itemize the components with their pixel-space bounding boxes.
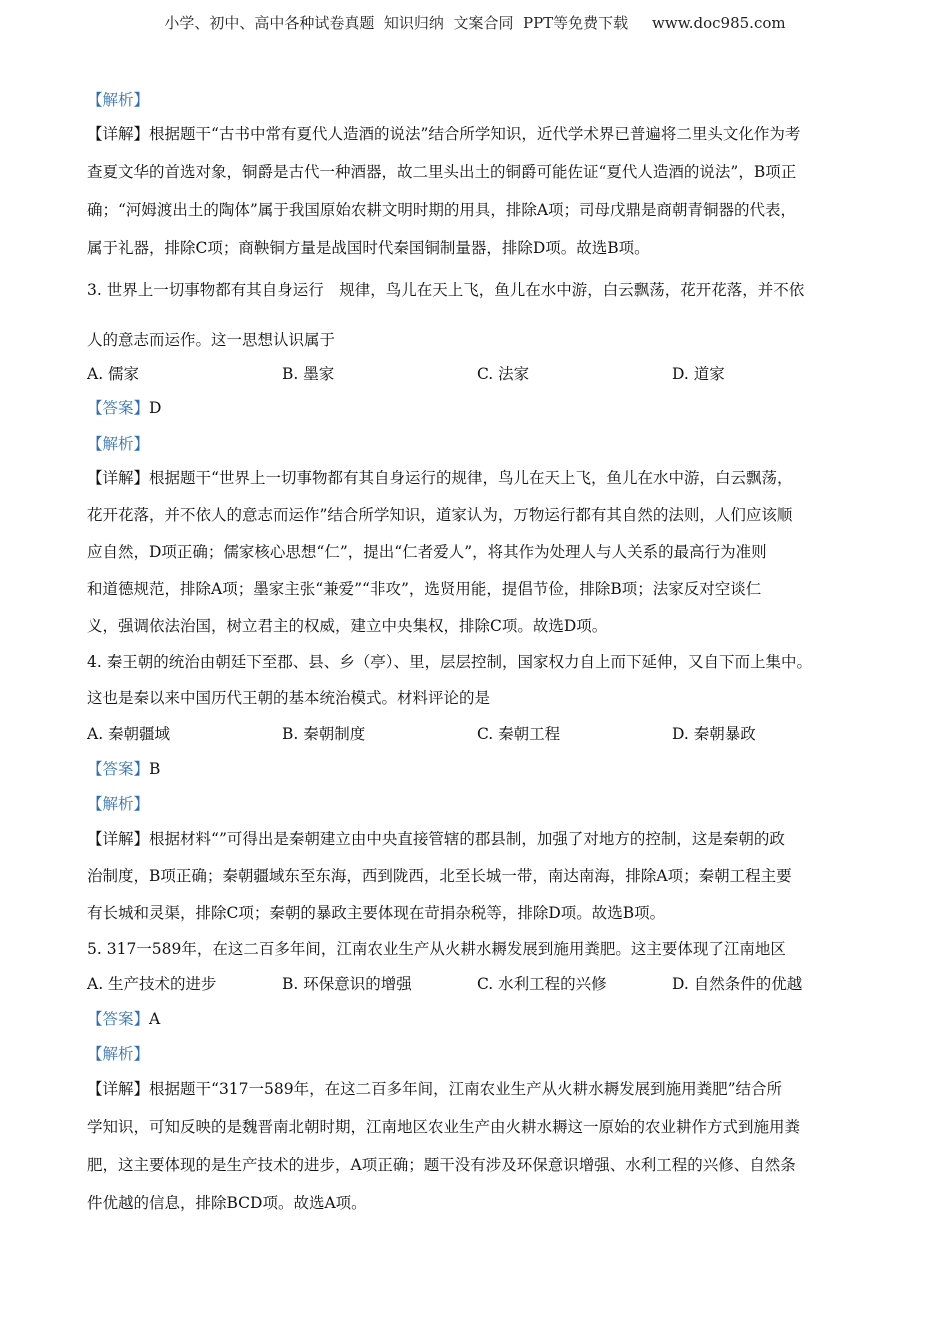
q4-option-d: D. 秦朝暴政	[672, 725, 756, 743]
q3-detail-line: 花开花落，并不依人的意志而运作”结合所学知识，道家认为，万物运行都有其自然的法则，人们应该顺	[87, 506, 793, 524]
q5-detail-line: 件优越的信息，排除BCD项。故选A项。	[87, 1194, 367, 1212]
q3-detail-line: 和道德规范，排除A项；墨家主张“兼爱”“非攻”，选贤用能，提倡节俭，排除B项；法家反对空谈仁	[87, 580, 762, 598]
q5-option-b: B. 环保意识的增强	[282, 975, 412, 993]
q5-answer	[87, 1007, 870, 1042]
q3-options	[87, 362, 870, 396]
q5-option-d: D. 自然条件的优越	[672, 975, 803, 993]
q3-detail-line: 【详解】根据题干“世界上一切事物都有其自身运行的规律，鸟儿在天上飞，鱼儿在水中游，白云飘荡，	[87, 469, 793, 487]
q4-stem-line: 4. 秦王朝的统治由朝廷下至郡、县、乡（亭）、里，层层控制，国家权力自上而下延伸，又自下而上集中。	[87, 653, 812, 671]
q5-options	[87, 972, 870, 1007]
analysis-tag: 【解析】	[87, 795, 150, 813]
q2-detail	[87, 122, 870, 274]
q5-analysis-label	[87, 1042, 870, 1077]
q3-detail	[87, 466, 870, 650]
page-header: 小学、初中、高中各种试卷真题 知识归纳 文案合同 PPT等免费下载 www.doc985.com	[164, 14, 786, 32]
q4-analysis-label	[87, 792, 870, 827]
q5-option-a: A. 生产技术的进步	[87, 975, 217, 993]
q5-detail-line: 【详解】根据题干“317一589年，在这二百多年间，江南农业生产从火耕水耨发展到施用粪肥”结合所	[87, 1080, 783, 1098]
q3-stem-line: 人的意志而运作。这一思想认识属于	[87, 331, 336, 349]
q2-detail-line: 属于礼器，排除C项；商鞅铜方量是战国时代秦国铜制量器，排除D项。故选B项。	[87, 239, 650, 257]
q5-detail-line: 学知识，可知反映的是魏晋南北朝时期，江南地区农业生产由火耕水耨这一原始的农业耕作方式到施用粪	[87, 1118, 801, 1136]
answer-tag: 【答案】	[87, 1010, 150, 1028]
q5-option-c: C. 水利工程的兴修	[477, 975, 607, 993]
q4-option-c: C. 秦朝工程	[477, 725, 561, 743]
q5-detail-line: 肥，这主要体现的是生产技术的进步，A项正确；题干没有涉及环保意识增强、水利工程的兴修、自然条	[87, 1156, 796, 1174]
q3-stem-line: 3. 世界上一切事物都有其自身运行 规律，鸟儿在天上飞，鱼儿在水中游，白云飘荡，花开花落，并不依	[87, 281, 805, 299]
q5-stem-line: 5. 317一589年，在这二百多年间，江南农业生产从火耕水耨发展到施用粪肥。这主要体现了江南地区	[87, 940, 786, 958]
answer-tag: 【答案】	[87, 760, 150, 778]
q4-stem	[87, 650, 870, 722]
q4-detail-line: 治制度，B项正确；秦朝疆域东至东海，西到陇西，北至长城一带，南达南海，排除A项；秦朝工程主要	[87, 867, 792, 885]
q4-options	[87, 722, 870, 757]
detail-tag: 【详解】	[87, 830, 150, 848]
q4-detail	[87, 827, 870, 937]
q2-analysis-label	[87, 88, 870, 112]
q5-detail	[87, 1077, 870, 1229]
q2-detail-line: 【详解】根据题干“古书中常有夏代人造酒的说法”结合所学知识，近代学术界已普遍将二里头文化作为考	[87, 125, 801, 143]
q3-option-a: A. 儒家	[87, 365, 140, 383]
q4-option-b: B. 秦朝制度	[282, 725, 366, 743]
analysis-tag: 【解析】	[87, 91, 150, 109]
q4-stem-line: 这也是秦以来中国历代王朝的基本统治模式。材料评论的是	[87, 689, 491, 707]
detail-tag: 【详解】	[87, 1080, 150, 1098]
q2-detail-line: 确；“河姆渡出土的陶体”属于我国原始农耕文明时期的用具，排除A项；司母戊鼎是商朝青铜器的代表，	[87, 201, 797, 219]
q4-answer-value: B	[149, 760, 161, 778]
q5-answer-value: A	[149, 1010, 161, 1028]
q2-detail-line: 查夏文华的首选对象，铜爵是古代一种酒器，故二里头出土的铜爵可能佐证“夏代人造酒的说法”，B项正	[87, 163, 797, 181]
document-body	[87, 84, 870, 1229]
q4-answer	[87, 757, 870, 792]
analysis-tag: 【解析】	[87, 435, 150, 453]
detail-tag: 【详解】	[87, 125, 150, 143]
q4-detail-line: 有长城和灵渠，排除C项；秦朝的暴政主要体现在苛捐杂税等，排除D项。故选B项。	[87, 904, 666, 922]
answer-tag: 【答案】	[87, 399, 150, 417]
q3-detail-line: 义，强调依法治国，树立君主的权威，建立中央集权，排除C项。故选D项。	[87, 617, 608, 635]
q3-answer-value: D	[149, 399, 162, 417]
q3-stem	[87, 278, 870, 362]
q3-detail-line: 应自然，D项正确；儒家核心思想“仁”，提出“仁者爱人”，将其作为处理人与人关系的最高行为准则	[87, 543, 767, 561]
q3-analysis-label	[87, 432, 870, 466]
analysis-tag: 【解析】	[87, 1045, 150, 1063]
q4-option-a: A. 秦朝疆域	[87, 725, 171, 743]
detail-tag: 【详解】	[87, 469, 150, 487]
q3-option-d: D. 道家	[672, 365, 725, 383]
q3-answer	[87, 396, 870, 432]
q3-option-c: C. 法家	[477, 365, 530, 383]
q3-option-b: B. 墨家	[282, 365, 335, 383]
q4-detail-line: 【详解】根据材料“”可得出是秦朝建立由中央直接管辖的郡县制，加强了对地方的控制，这是秦朝的政	[87, 830, 785, 848]
